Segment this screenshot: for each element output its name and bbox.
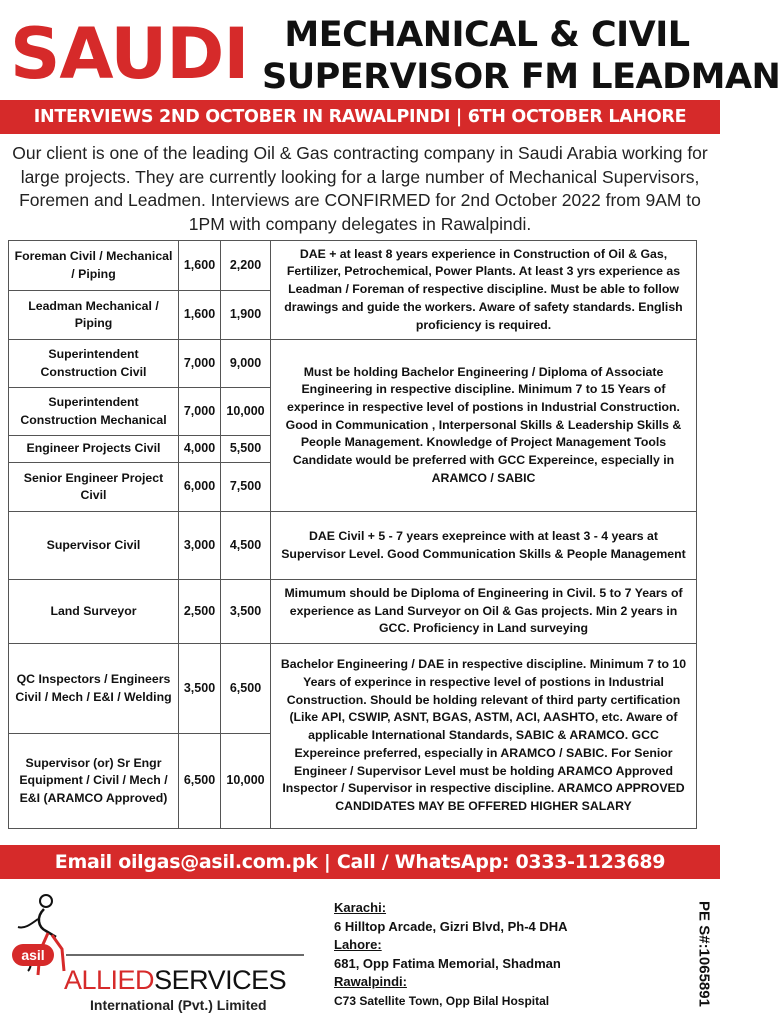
requirements-cell <box>271 580 697 644</box>
requirements-cell <box>271 512 697 580</box>
position-cell: Leadman Mechanical / Piping <box>9 291 179 340</box>
license-text: PE S#:1065891 <box>695 901 713 1007</box>
office-city: Lahore: <box>334 937 382 952</box>
position-cell: Engineer Projects Civil <box>9 436 179 463</box>
company-name-part-1: ALLIED <box>64 965 155 995</box>
position-cell: QC Inspectors / Engineers Civil / Mech / E&I / Welding <box>9 644 179 734</box>
salary-min-cell: 1,600 <box>179 291 221 340</box>
salary-max-cell: 5,500 <box>221 436 271 463</box>
table-row <box>9 580 697 644</box>
salary-min-cell: 7,000 <box>179 388 221 436</box>
salary-max-cell: 1,900 <box>221 291 271 340</box>
table-row <box>9 340 697 388</box>
position-cell: Supervisor (or) Sr Engr Equipment / Civil / Mech / E&I (ARAMCO Approved) <box>9 734 179 829</box>
table-row <box>9 644 697 734</box>
job-title <box>262 14 780 98</box>
salary-min-cell: 7,000 <box>179 340 221 388</box>
requirements-cell <box>271 340 697 512</box>
company-name-part-2: SERVICES <box>154 965 287 995</box>
salary-max-cell: 3,500 <box>221 580 271 644</box>
salary-min-cell: 2,500 <box>179 580 221 644</box>
requirements-text: Bachelor Engineering / DAE in respective discipline. Minimum 7 to 10 Years of experince in respective level of postions in Industrial Construction. Should be holding relevant of third party certification (Like API, CSWIP, ASNT, BGAS, ASTM, ACI, AASHTO, etc. Aware of applicable International Standards, SABIC & ARAMCO. GCC Expereince preferred, especially in ARAMCO / SABIC. For Senior Engineer / Supervisor Level must be holding ARAMCO Approved Inspector / Supervisor in respective discipline. ARAMCO APPROVED CANDIDATES MAY BE OFFERED HIGHER SALARY <box>280 657 687 813</box>
office-addresses <box>334 899 664 1010</box>
salary-max-cell: 10,000 <box>221 388 271 436</box>
salary-min-cell: 3,500 <box>179 644 221 734</box>
salary-max-cell: 7,500 <box>221 463 271 512</box>
asil-badge: asil <box>12 944 54 966</box>
salary-min-cell: 6,000 <box>179 463 221 512</box>
requirements-text: Must be holding Bachelor Engineering / Diploma of Associate Engineering in respective discipline. Minimum 7 to 15 Years of experince in respective level of postions in Industrial Construction. Good in Communication , Interpersonal Skills & Leadership Skills & People Management. Knowledge of Project Management Tools <box>285 364 682 450</box>
position-cell: Foreman Civil / Mechanical / Piping <box>9 241 179 291</box>
interview-banner: INTERVIEWS 2ND OCTOBER IN RAWALPINDI | 6TH OCTOBER LAHORE <box>0 100 720 134</box>
salary-min-cell: 6,500 <box>179 734 221 829</box>
position-cell: Land Surveyor <box>9 580 179 644</box>
requirements-cell <box>271 644 697 829</box>
office-address: C73 Satellite Town, Opp Bilal Hospital <box>334 993 550 1008</box>
salary-max-cell: 2,200 <box>221 241 271 291</box>
position-cell: Superintendent Construction Civil <box>9 340 179 388</box>
salary-min-cell: 4,000 <box>179 436 221 463</box>
office-address: 6 Hilltop Arcade, Gizri Blvd, Ph-4 DHA <box>334 918 568 934</box>
requirements-text: DAE Civil + 5 - 7 years exepreince with at least 3 - 4 years at Supervisor Level. Good Communication Skills & People Management <box>281 528 686 561</box>
salary-min-cell: 3,000 <box>179 512 221 580</box>
contact-bar: Email oilgas@asil.com.pk | Call / WhatsApp: 0333-1123689 <box>0 845 720 879</box>
salary-max-cell: 10,000 <box>221 734 271 829</box>
job-title-line-1: MECHANICAL & CIVIL <box>284 15 690 55</box>
requirements-cell <box>271 241 697 340</box>
salary-max-cell: 4,500 <box>221 512 271 580</box>
company-name <box>64 965 286 996</box>
license-number <box>690 891 718 1017</box>
table-row <box>9 241 697 291</box>
company-subtitle: International (Pvt.) Limited <box>90 997 267 1013</box>
requirements-text: DAE + at least 8 years experience in Construction of Oil & Gas, Fertilizer, Petrochemical, Power Plants. At least 3 yrs experience as Leadman / Foreman of respective discipline. Must be able to follow drawings and guide the workers. Aware of safety standards. English proficiency is required. <box>284 246 683 332</box>
intro-paragraph: Our client is one of the leading Oil & Gas contracting company in Saudi Arabia working for large projects. They are currently looking for a large number of Mechanical Supervisors, Foremen and Leadmen. Interviews are CONFIRMED for 2nd October 2022 from 9AM to 1PM with company delegates in Rawalpindi. <box>12 143 708 234</box>
company-logo <box>4 891 324 1016</box>
header <box>0 0 780 100</box>
office-city: Rawalpindi: <box>334 974 407 989</box>
footer <box>0 885 720 1019</box>
position-cell: Superintendent Construction Mechanical <box>9 388 179 436</box>
requirements-text: Mimumum should be Diploma of Engineering in Civil. 5 to 7 Years of experience as Land Surveyor on Oil & Gas projects. Min 2 years in GCC. Proficiency in Land surveying <box>284 585 683 636</box>
position-cell: Supervisor Civil <box>9 512 179 580</box>
salary-min-cell: 1,600 <box>179 241 221 291</box>
salary-max-cell: 6,500 <box>221 644 271 734</box>
position-cell: Senior Engineer Project Civil <box>9 463 179 512</box>
jobs-table <box>8 240 697 829</box>
office-city: Karachi: <box>334 900 387 915</box>
table-row <box>9 512 697 580</box>
office-address: 681, Opp Fatima Memorial, Shadman <box>334 955 561 971</box>
salary-max-cell: 9,000 <box>221 340 271 388</box>
country-title: SAUDI <box>10 13 249 95</box>
requirements-note: Candidate would be preferred with GCC Expereince, especially in ARAMCO / SABIC <box>292 453 675 485</box>
job-title-line-2: SUPERVISOR FM LEADMAN <box>262 57 780 97</box>
